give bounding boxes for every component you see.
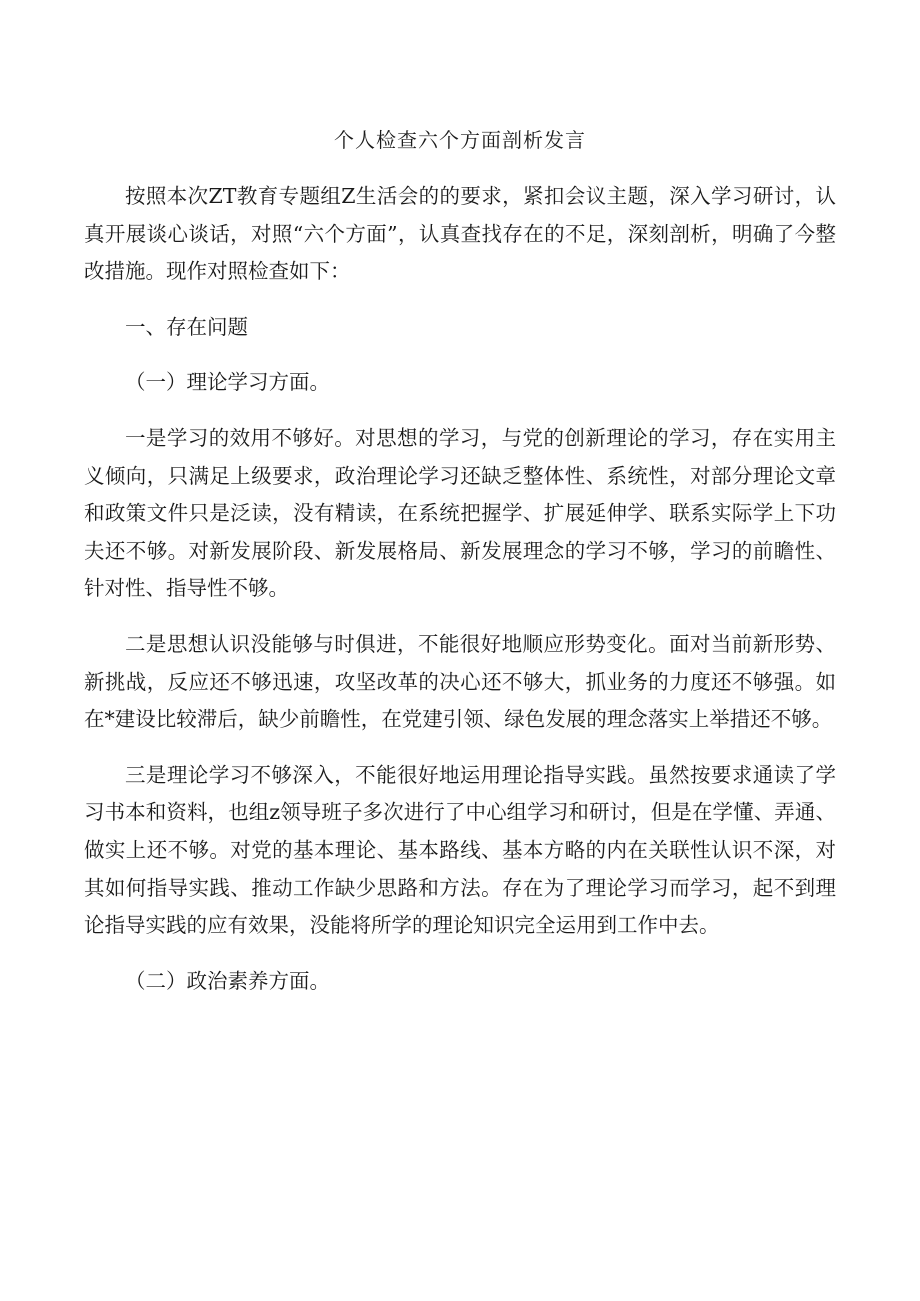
paragraph-3: 三是理论学习不够深入，不能很好地运用理论指导实践。虽然按要求通读了学习书本和资料，也组z领导班子多次进行了中心组学习和研讨，但是在学懂、弄通、做实上还不够。对党的基本理论、基本路线、基本方略的内在关联性认识不深，对其如何指导实践、推动工作缺少思路和方法。存在为了理论学习而学习，起不到理论指导实践的应有效果，没能将所学的理论知识完全运用到工作中去。 xyxy=(84,762,836,938)
intro-paragraph: 按照本次ZT教育专题组Z生活会的的要求，紧扣会议主题，深入学习研讨，认真开展谈心谈话，对照“六个方面”，认真查找存在的不足，深刻剖析，明确了今整改措施。现作对照检查如下： xyxy=(84,184,836,284)
document-title: 个人检查六个方面剖析发言 xyxy=(334,128,586,152)
paragraph-1: 一是学习的效用不够好。对思想的学习，与党的创新理论的学习，存在实用主义倾向，只满足上级要求，政治理论学习还缺乏整体性、系统性，对部分理论文章和政策文件只是泛读，没有精读，在系统把握学、扩展延伸学、联系实际学上下功夫还不够。对新发展阶段、新发展格局、新发展理念的学习不够，学习的前瞻性、针对性、指导性不够。 xyxy=(84,425,836,601)
document-body xyxy=(84,178,836,1000)
subsection-heading-politics: （二）政治素养方面。 xyxy=(125,968,330,993)
paragraph-2: 二是思想认识没能够与时俱进，不能很好地顺应形势变化。面对当前新形势、新挑战，反应还不够迅速，攻坚改革的决心还不够大，抓业务的力度还不够强。如在*建设比较滞后，缺少前瞻性，在党建引领、绿色发展的理念落实上举措还不够。 xyxy=(84,631,836,732)
subsection-heading-theory: （一）理论学习方面。 xyxy=(125,370,330,395)
section-heading-problems: 一、存在问题 xyxy=(125,314,248,339)
